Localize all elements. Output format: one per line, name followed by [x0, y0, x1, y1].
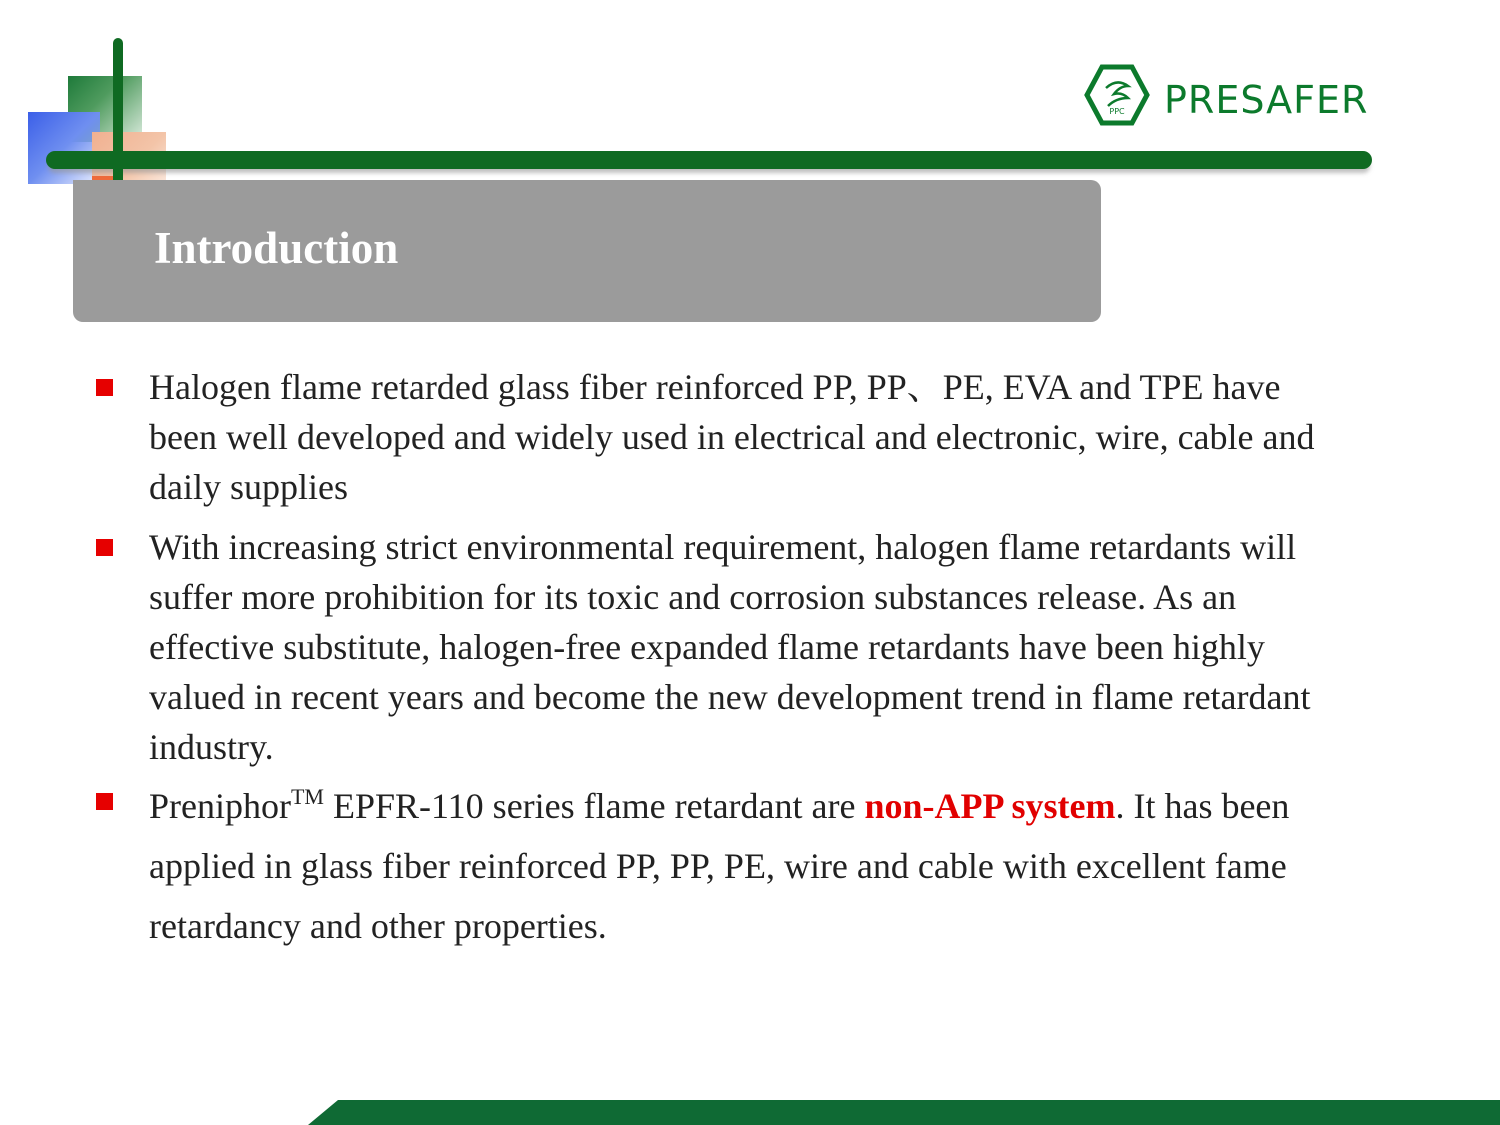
- bullet-square-icon: [96, 379, 113, 396]
- ppc-logo-icon: [1084, 64, 1150, 126]
- product-name: Preniphor: [149, 786, 291, 826]
- highlight-text: non-APP system: [864, 786, 1116, 826]
- brand-name: PRESAFER: [1164, 78, 1369, 122]
- bullet-square-icon: [96, 539, 113, 556]
- logo-mark-text: PPC: [1109, 107, 1125, 116]
- bullet-text: With increasing strict environmental requirement, halogen flame retardants will suffer more prohibition for its toxic and corrosion substances release. As an effective substitute, halogen-free expanded flame retardants have been highly valued in recent years and become the new development trend in flame retardant industry.: [149, 527, 1311, 767]
- slide-title: Introduction: [154, 223, 399, 273]
- bullet-text: [149, 776, 1339, 956]
- header-rule: [46, 151, 1372, 169]
- bullet-text-part: EPFR-110 series flame retardant are: [323, 786, 865, 826]
- trademark-sup: TM: [290, 784, 324, 809]
- presafer-logo: [1084, 64, 1374, 128]
- footer-band: [308, 1100, 1500, 1125]
- bullet-text-part: . It has been applied in glass fiber reinforced PP, PP, PE, wire and cable with excellent fame retardancy and other properties.: [149, 786, 1290, 946]
- bullet-square-icon: [96, 793, 113, 810]
- decor-blue-square: [28, 112, 100, 184]
- bullet-text: Halogen flame retarded glass fiber reinforced PP, PP、PE, EVA and TPE have been well developed and widely used in electrical and electronic, wire, cable and daily supplies: [149, 367, 1315, 507]
